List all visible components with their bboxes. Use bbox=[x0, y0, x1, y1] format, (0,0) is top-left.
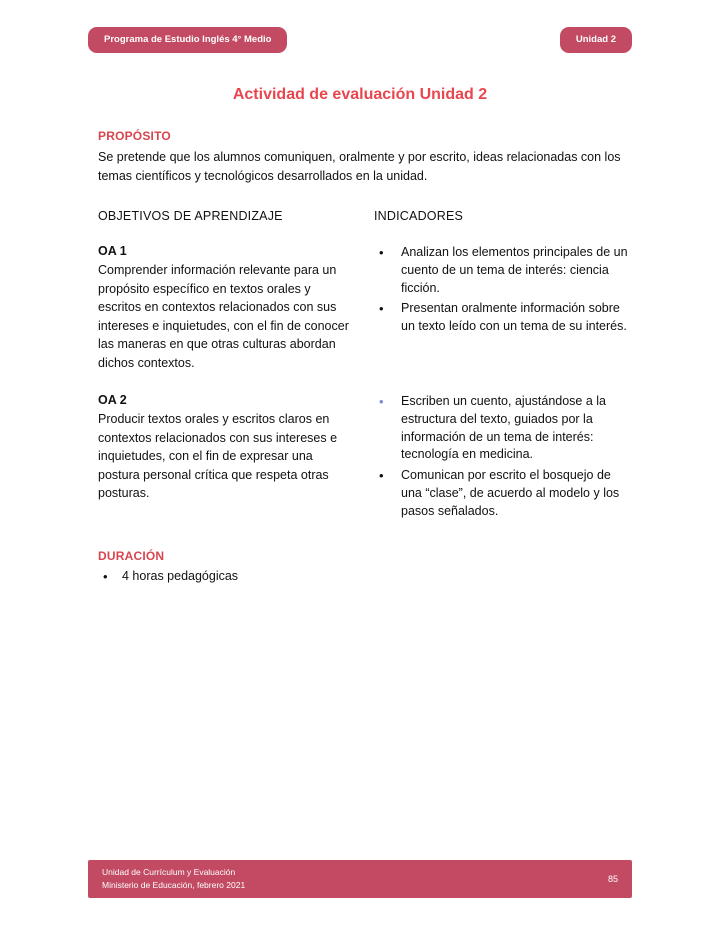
objectives-indicators-grid bbox=[98, 209, 632, 523]
oa1-label: OA 1 bbox=[98, 244, 127, 258]
indicator-item: • Escriben un cuento, ajustándose a la estructura del texto, guiados por la información de un tema de interés: tecnología en medicina. bbox=[374, 393, 632, 464]
duracion-list bbox=[98, 568, 632, 586]
page-title: Actividad de evaluación Unidad 2 bbox=[232, 86, 488, 103]
footer-line2: Ministerio de Educación, febrero 2021 bbox=[102, 880, 246, 890]
indicators-column-header: INDICADORES bbox=[374, 209, 464, 223]
duracion-section bbox=[98, 549, 632, 586]
unit-badge: Unidad 2 bbox=[560, 27, 632, 53]
oa2-label: OA 2 bbox=[98, 393, 127, 407]
footer-bar bbox=[88, 860, 632, 898]
oa2-block bbox=[98, 393, 350, 523]
objectives-column-header: OBJETIVOS DE APRENDIZAJE bbox=[98, 209, 283, 223]
page-number: 85 bbox=[607, 874, 618, 884]
indicators-list-1 bbox=[374, 244, 632, 372]
footer-line1: Unidad de Currículum y Evaluación bbox=[102, 866, 236, 877]
indicator-item: • Comunican por escrito el bosquejo de una “clase”, de acuerdo al modelo y los pasos señalados. bbox=[374, 467, 632, 520]
oa1-block bbox=[98, 244, 350, 372]
proposito-text: Se pretende que los alumnos comuniquen, oralmente y por escrito, ideas relacionadas con los temas científicos y tecnológicos desarrollados en la unidad. bbox=[98, 150, 621, 183]
duracion-item: • 4 horas pedagógicas bbox=[98, 568, 632, 586]
main-content bbox=[98, 129, 632, 589]
footer-text bbox=[102, 866, 245, 892]
indicator-item: • Presentan oralmente información sobre un texto leído con un tema de su interés. bbox=[374, 300, 632, 336]
proposito-heading: PROPÓSITO bbox=[98, 129, 171, 143]
indicators-list-2 bbox=[374, 393, 632, 523]
indicator-item: • Analizan los elementos principales de un cuento de un tema de interés: ciencia ficción. bbox=[374, 244, 632, 297]
oa2-text: Producir textos orales y escritos claros en contextos relacionados con sus intereses e inquietudes, con el fin de expresar una postura personal crítica que respeta otras posturas. bbox=[98, 412, 338, 500]
duracion-heading: DURACIÓN bbox=[98, 549, 165, 564]
program-badge: Programa de Estudio Inglés 4° Medio bbox=[88, 27, 287, 53]
oa1-text: Comprender información relevante para un propósito específico en textos orales y escritos en contextos relacionados con sus intereses e inquietudes, con el fin de conocer las maneras en que otras culturas abordan dichos contextos. bbox=[98, 263, 349, 370]
